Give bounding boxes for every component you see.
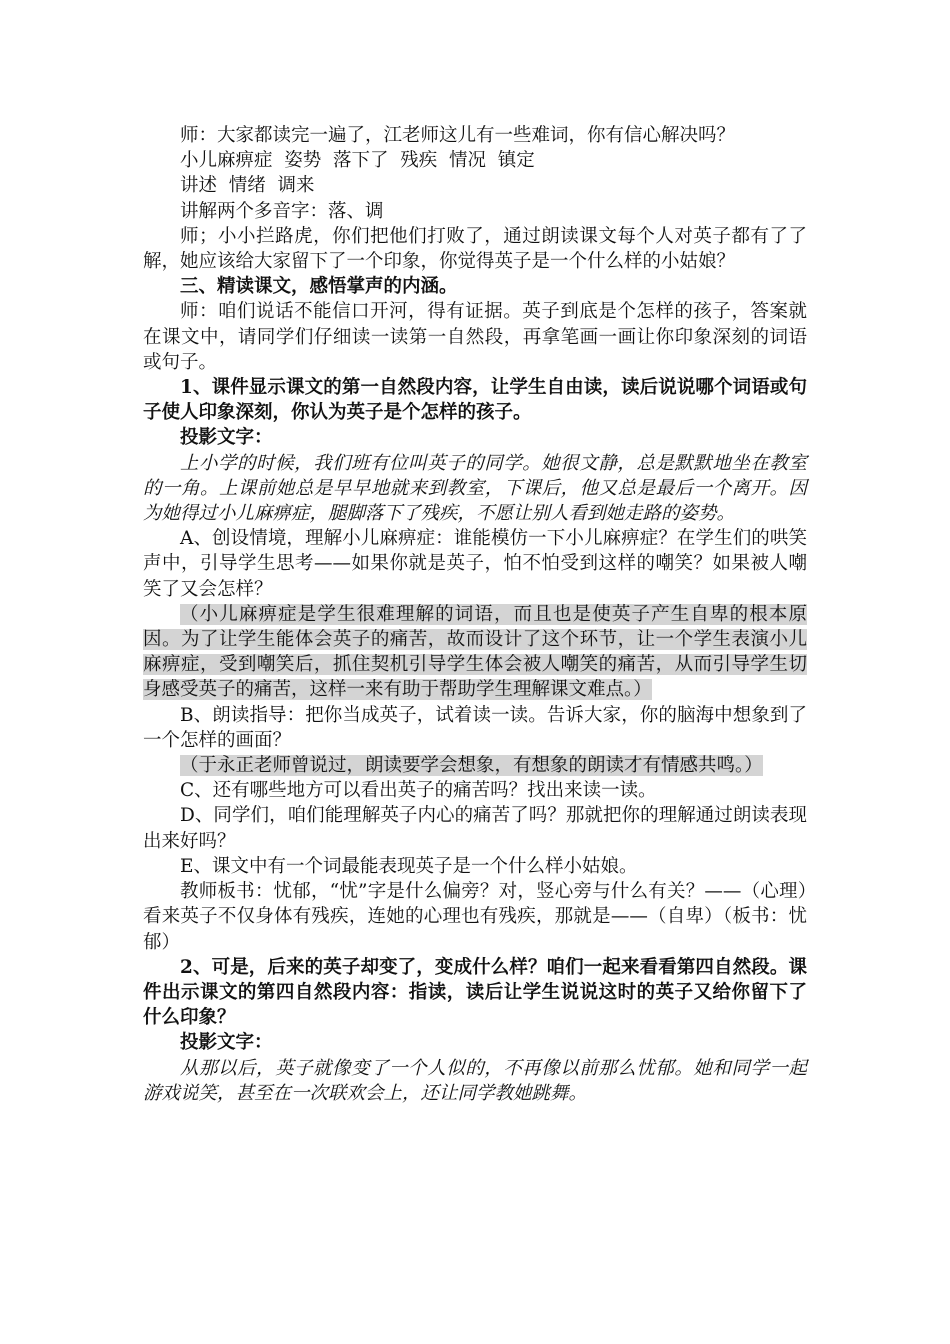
paragraph-step-a: A、创设情境，理解小儿麻痹症：谁能模仿一下小儿麻痹症？在学生们的哄笑声中，引导学生思考——如果你就是英子，怕不怕受到这样的嘲笑？如果被人嘲笑了又会怎样？ bbox=[143, 528, 807, 600]
document-page bbox=[143, 123, 807, 1106]
paragraph-step-c: C、还有哪些地方可以看出英子的痛苦吗？找出来读一读。 bbox=[180, 780, 657, 802]
projection-label-2: 投影文字： bbox=[180, 1032, 273, 1054]
projection-text-1: 上小学的时候，我们班有位叫英子的同学。她很文静，总是默默地坐在教室的一角。上课前她总是早早地就来到教室，下课后，他又总是最后一个离开。因为她得过小儿麻痹症，腿脚落下了残疾，不愿让别人看到她走路的姿势。 bbox=[143, 452, 807, 525]
step-heading-1: 1、课件显示课文的第一自然段内容，让学生自由读，读后说说哪个词语或句子使人印象深刻，你认为英子是个怎样的孩子。 bbox=[143, 377, 807, 424]
projection-label-1: 投影文字： bbox=[180, 427, 273, 449]
paragraph-word-list-1: 小儿麻痹症 姿势 落下了 残疾 情况 镇定 bbox=[180, 150, 535, 172]
paragraph-teacher-question: 师；小小拦路虎，你们把他们打败了，通过朗读课文每个人对英子都有了了解，她应该给大家留下了一个印象，你觉得英子是一个什么样的小姑娘？ bbox=[143, 225, 807, 273]
section-heading-3: 三、精读课文，感悟掌声的内涵。 bbox=[180, 276, 458, 298]
paragraph-difficult-words-intro: 师：大家都读完一遍了，江老师这儿有一些难词，你有信心解决吗？ bbox=[180, 125, 736, 146]
paragraph-step-b: B、朗读指导：把你当成英子，试着读一读。告诉大家，你的脑海中想象到了一个怎样的画面？ bbox=[143, 704, 807, 751]
paragraph-evidence: 师：咱们说话不能信口开河，得有证据。英子到底是个怎样的孩子，答案就在课文中，请同学们仔细读一读第一自然段，再拿笔画一画让你印象深刻的词语或句子。 bbox=[143, 301, 807, 373]
paragraph-blackboard: 教师板书：忧郁，“忧”字是什么偏旁？对，竖心旁与什么有关？——（心理）看来英子不仅身体有残疾，连她的心理也有残疾，那就是——（自卑）（板书：忧郁） bbox=[143, 881, 807, 953]
paragraph-word-list-2: 讲述 情绪 调来 bbox=[180, 175, 315, 197]
paragraph-note-a: （小儿麻痹症是学生很难理解的词语，而且也是使英子产生自卑的根本原因。为了让学生能体会英子的痛苦，故而设计了这个环节，让一个学生表演小儿麻痹症，受到嘲笑后，抓住契机引导学生体会被人嘲笑的痛苦，从而引导学生切身感受英子的痛苦，这样一来有助于帮助学生理解课文难点。） bbox=[143, 603, 807, 701]
projection-text-2: 从那以后，英子就像变了一个人似的，不再像以前那么忧郁。她和同学一起游戏说笑，甚至在一次联欢会上，还让同学教她跳舞。 bbox=[143, 1057, 807, 1104]
paragraph-step-d: D、同学们，咱们能理解英子内心的痛苦了吗？那就把你的理解通过朗读表现出来好吗？ bbox=[143, 805, 807, 852]
paragraph-polyphonic-chars: 讲解两个多音字：落、调 bbox=[180, 200, 384, 222]
paragraph-note-b: （于永正老师曾说过，朗读要学会想象，有想象的朗读才有情感共鸣。） bbox=[180, 755, 763, 777]
paragraph-step-e: E、课文中有一个词最能表现英子是一个什么样小姑娘。 bbox=[180, 855, 638, 877]
step-heading-2: 2、可是，后来的英子却变了，变成什么样？咱们一起来看看第四自然段。课件出示课文的第四自然段内容：指读，读后让学生说说这时的英子又给你留下了什么印象？ bbox=[143, 956, 807, 1029]
